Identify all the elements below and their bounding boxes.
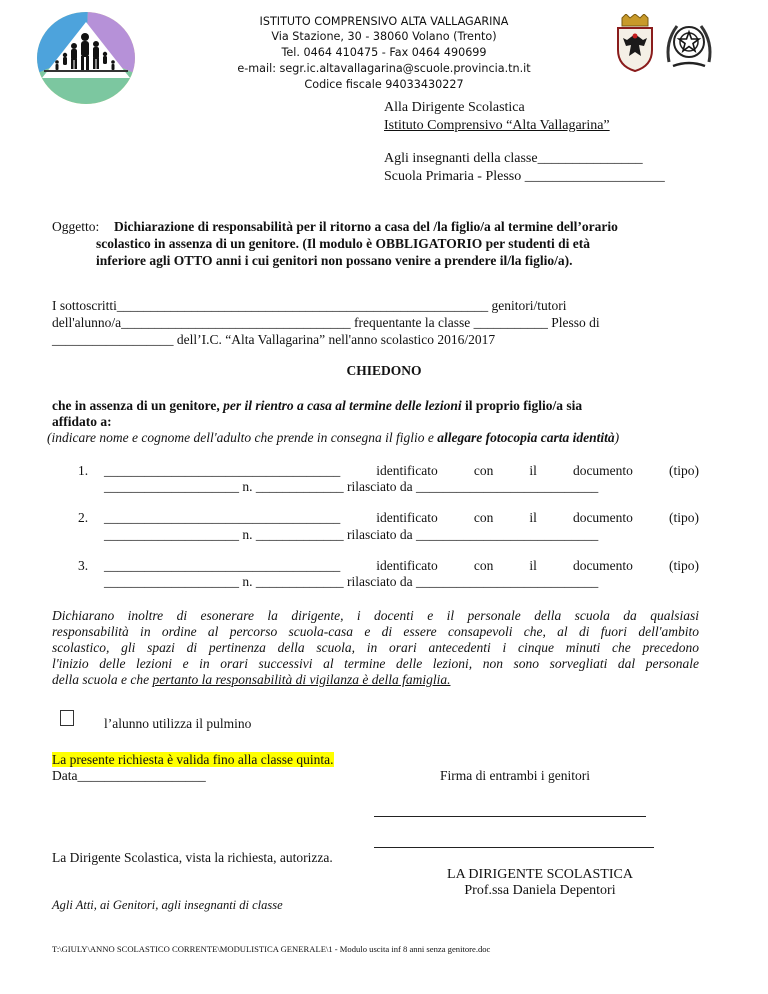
delegate-1-word: documento xyxy=(572,463,633,478)
subject-label: Oggetto: xyxy=(52,219,100,234)
delegate-2-word: il xyxy=(529,510,537,525)
delegate-3-document-line: ____________________ n. _____________ rilasciato da ___________________________ xyxy=(104,574,599,589)
bus-checkbox-label: l’alunno utilizza il pulmino xyxy=(104,716,252,731)
addressee-teachers: Agli insegnanti della classe_______________ xyxy=(384,151,643,166)
request-text-c: il proprio figlio/a sia xyxy=(461,398,583,413)
province-coat-of-arms-icon xyxy=(614,14,656,72)
delegate-2-document-line: ____________________ n. _____________ rilasciato da ___________________________ xyxy=(104,527,599,542)
delegate-1-name-blank: ___________________________________ xyxy=(104,463,341,478)
request-text-a: che in assenza di un genitore, xyxy=(52,398,224,413)
request-line-1 xyxy=(52,398,582,414)
validity-note-wrapper xyxy=(52,752,334,768)
validity-note: La presente richiesta è valida fino alla classe quinta. xyxy=(52,752,334,767)
school-address: Via Stazione, 30 - 38060 Volano (Trento) xyxy=(271,30,497,43)
delegate-1-word: (tipo) xyxy=(668,463,699,478)
date-field: Data___________________ xyxy=(52,768,206,783)
delegate-2-number: 2. xyxy=(78,510,89,525)
request-note xyxy=(47,430,619,446)
request-heading: CHIEDONO xyxy=(346,363,422,378)
delegate-2-word: con xyxy=(473,510,494,525)
request-note-a: (indicare nome e cognome dell'adulto che prende in consegna il figlio e xyxy=(47,430,438,445)
declaration-line-1: Dichiarano inoltre di esonerare la dirigente, i docenti e il personale della scuola da qualsiasi xyxy=(52,608,699,623)
addressee-institute: Istituto Comprensivo “Alta Vallagarina” xyxy=(384,118,610,133)
delegate-2-name-blank: ___________________________________ xyxy=(104,510,341,525)
delegate-2-word: documento xyxy=(572,510,633,525)
delegate-3-word: il xyxy=(529,558,537,573)
delegate-1-document-line: ____________________ n. _____________ rilasciato da ___________________________ xyxy=(104,479,599,494)
intro-line-2: dell'alunno/a__________________________________ frequentante la classe ___________ Plesso di xyxy=(52,315,600,330)
subject-line-3: inferiore agli OTTO anni i cui genitori non possano venire a prendere il/la figlio/a). xyxy=(96,253,573,268)
subject-line-1: Dichiarazione di responsabilità per il ritorno a casa del /la figlio/a al termine dell’orario xyxy=(114,219,618,234)
addressee-school-branch: Scuola Primaria - Plesso ____________________ xyxy=(384,169,665,184)
parent-signature-line-2 xyxy=(374,847,654,848)
delegate-2-word: identificato xyxy=(376,510,438,525)
school-name: ISTITUTO COMPRENSIVO ALTA VALLAGARINA xyxy=(259,15,509,28)
request-note-c: ) xyxy=(614,430,620,445)
distribution-note: Agli Atti, ai Genitori, agli insegnanti di classe xyxy=(52,898,283,912)
declaration-line-4: l'inizio delle lezioni e in orari successivi al termine delle lezioni, non sono sorvegliati dal personale xyxy=(52,656,699,671)
request-note-b: allegare fotocopia carta identità xyxy=(437,430,615,445)
request-text-b: per il rientro a casa al termine delle lezioni xyxy=(223,398,462,413)
footer-file-path: T:\GIULY\ANNO SCOLASTICO CORRENTE\MODULISTICA GENERALE\1 - Modulo uscita inf 8 anni senza genitore.doc xyxy=(52,944,491,954)
subject-line-2: scolastico in assenza di un genitore. (Il modulo è OBBLIGATORIO per studenti di età xyxy=(96,236,591,251)
parents-signature-label: Firma di entrambi i genitori xyxy=(440,768,590,783)
school-tax-code: Codice fiscale 94033430227 xyxy=(304,78,464,91)
delegate-3-word: con xyxy=(473,558,494,573)
declaration-text-a: della scuola e che xyxy=(52,672,153,687)
delegate-3-row xyxy=(104,558,699,574)
addressee-principal: Alla Dirigente Scolastica xyxy=(384,100,525,115)
request-line-2: affidato a: xyxy=(52,414,112,429)
delegate-1-number: 1. xyxy=(78,463,89,478)
delegate-3-word: (tipo) xyxy=(668,558,699,573)
principal-title: LA DIRIGENTE SCOLASTICA xyxy=(447,867,633,882)
declaration-line-2: responsabilità in ordine al percorso scuola-casa e di essere consapevoli che, al di fuori dell'ambito xyxy=(52,624,699,639)
declaration-line-5 xyxy=(52,672,450,688)
delegate-1-word: il xyxy=(529,463,537,478)
school-email: e-mail: segr.ic.altavallagarina@scuole.provincia.tn.it xyxy=(237,62,531,75)
declaration-line-3: scolastico, gli spazi di pertinenza della scuola, in orari antecedenti i cinque minuti che precedono xyxy=(52,640,699,655)
delegate-3-word: documento xyxy=(572,558,633,573)
delegate-1-row xyxy=(104,463,699,479)
italian-republic-emblem-icon xyxy=(663,16,715,72)
principal-name: Prof.ssa Daniela Depentori xyxy=(464,883,616,898)
school-phone: Tel. 0464 410475 - Fax 0464 490699 xyxy=(281,46,487,59)
intro-line-1: I sottoscritti_______________________________________________________ genitori/tutori xyxy=(52,298,567,313)
intro-line-3: __________________ dell’I.C. “Alta Vallagarina” nell'anno scolastico 2016/2017 xyxy=(52,332,496,347)
delegate-1-word: identificato xyxy=(376,463,438,478)
delegate-1-word: con xyxy=(473,463,494,478)
delegate-3-name-blank: ___________________________________ xyxy=(104,558,341,573)
delegate-2-word: (tipo) xyxy=(668,510,699,525)
delegate-3-number: 3. xyxy=(78,558,89,573)
declaration-text-b: pertanto la responsabilità di vigilanza è della famiglia. xyxy=(152,672,451,687)
bus-checkbox[interactable] xyxy=(60,710,74,726)
delegate-3-word: identificato xyxy=(376,558,438,573)
parent-signature-line-1 xyxy=(374,816,646,817)
principal-authorization: La Dirigente Scolastica, vista la richiesta, autorizza. xyxy=(52,850,333,865)
delegate-2-row xyxy=(104,510,699,526)
